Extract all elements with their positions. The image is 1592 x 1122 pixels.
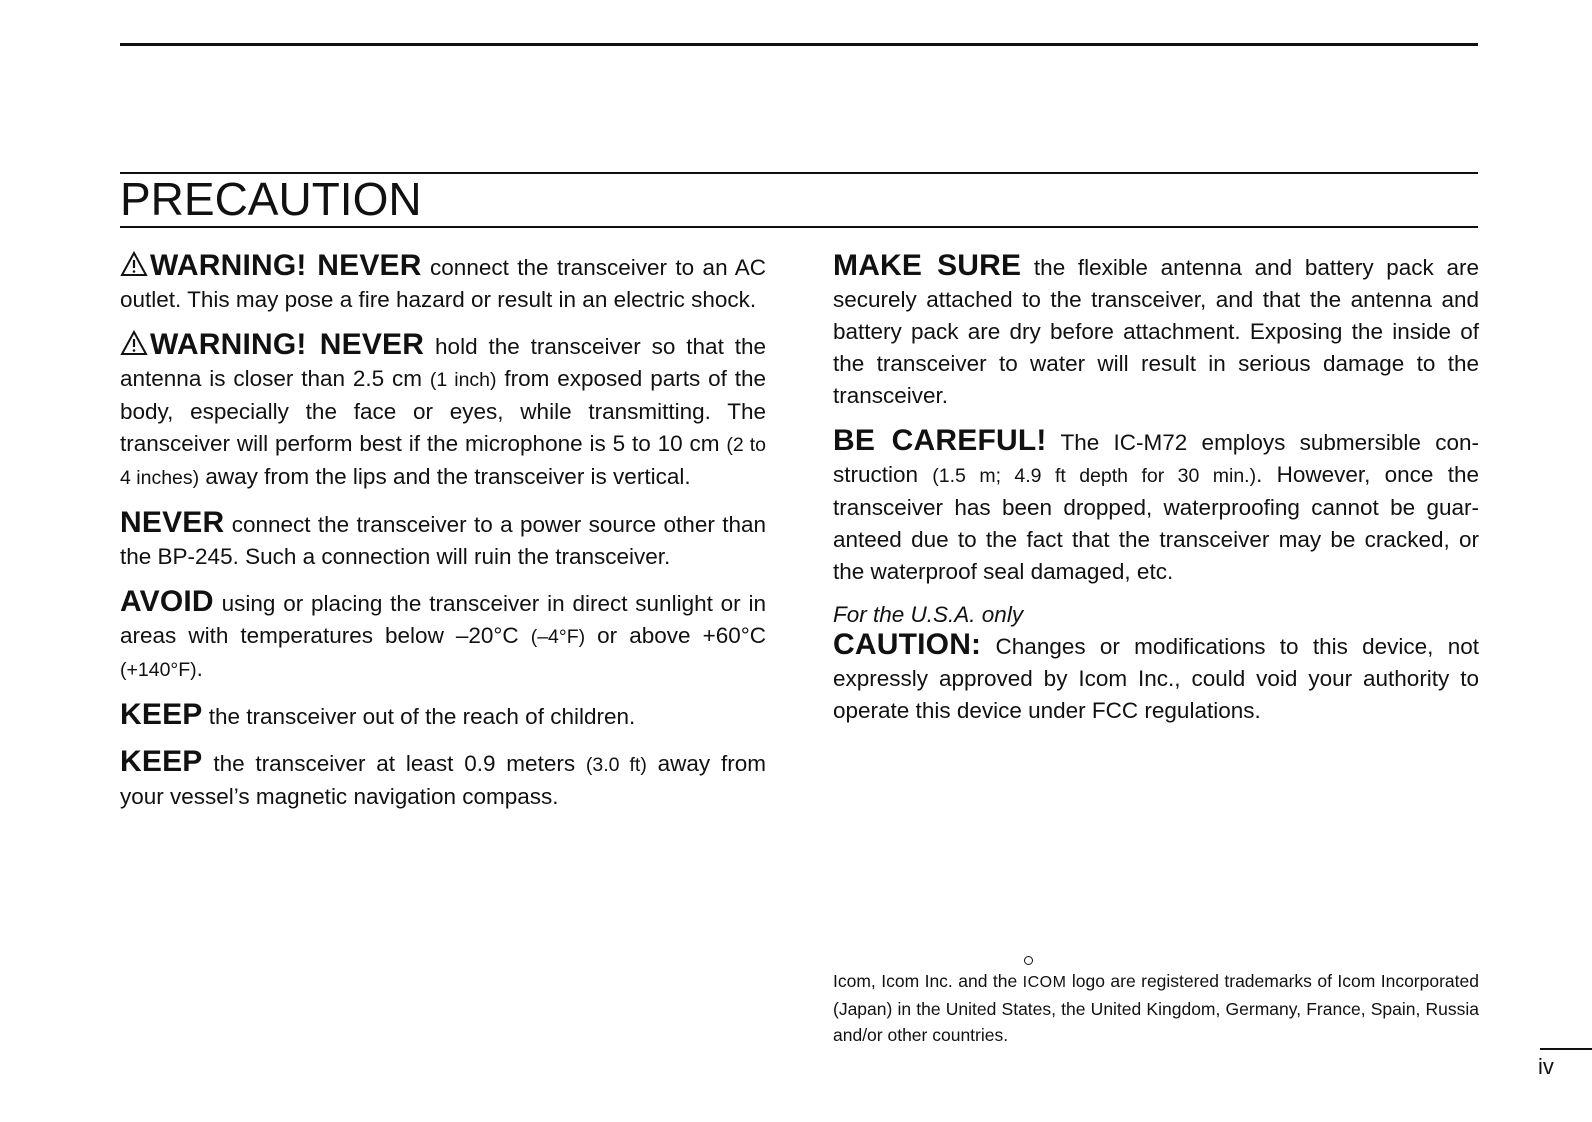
be-careful-text: . However, once the transceiver has been dropped, waterproofing cannot be guaranteed due to the fact that the transceiver may be cracked, or the waterproof seal damaged, etc. [833,462,1479,584]
warning-text: connect the transceiver to an AC outlet. This may pose a fire hazard or result in an electric shock. [120,255,767,312]
page-title: PRECAUTION [120,173,422,225]
trademark-notice [833,968,1479,1048]
caution-fcc [833,629,1479,727]
unit-note: (1 inch) [429,369,497,391]
trademark-text: logo are registered trademarks of Icom Incorporated (Japan) in the United States, the United Kingdom, Germany, France, Spain, Russia and/or other countries. [833,971,1479,1045]
make-sure-keyword: MAKE SURE [833,249,1022,282]
page-number-rule [1540,1048,1592,1050]
keep-text: the transceiver at least 0.9 meters [202,751,586,776]
warning-text: away from the lips and the transceiver is vertical. [199,464,691,489]
warning-text: from exposed parts of the body, especially the face or eyes, while transmitting. The transceiver will perform best if the microphone is 5 to 10 cm [120,366,766,456]
warning-antenna-distance [120,329,766,494]
be-careful-submersible [833,425,1479,588]
left-column [120,250,766,826]
unit-note: (–4°F) [530,626,586,648]
keep-text: away from your vessel’s magnetic navigation compass. [120,751,766,809]
warning-triangle-icon [120,251,148,277]
top-rule [120,43,1478,46]
icom-logo [1023,968,1067,996]
be-careful-text: The IC-M72 employs submersible construction [833,430,1479,487]
be-careful-keyword: BE CAREFUL! [833,424,1047,457]
keep-compass [120,746,766,813]
right-column [833,250,1479,740]
usa-only-label: For the U.S.A. only [833,602,1024,627]
keep-keyword: KEEP [120,745,203,778]
avoid-sunlight [120,586,766,686]
unit-note: (2 to 4 inches) [120,434,766,489]
avoid-keyword: AVOID [120,585,214,618]
icom-logo-ring-icon [1024,956,1033,965]
avoid-text: or above +60°C [585,623,766,648]
make-sure-antenna [833,250,1479,412]
warning-text: hold the transceiver so that the antenna is closer than 2.5 cm [120,334,766,391]
never-keyword: NEVER [120,506,225,539]
icom-logo-text: ICOM [1022,974,1067,991]
warning-ac-outlet [120,250,766,316]
keep-children [120,699,766,733]
make-sure-text: the flexible antenna and battery pack are securely attached to the transceiver, and that the antenna and battery pack are dry before attachment. Exposing the inside of the transceiver to water will result in serious damage to the transceiver. [833,255,1479,408]
never-power-source [120,507,766,573]
warning-keyword: WARNING! NEVER [150,249,422,282]
warning-triangle-icon [120,330,148,356]
avoid-text: . [196,656,203,681]
caution-text: Changes or modifications to this device, not expressly approved by Icom Inc., could void your authority to operate this device under FCC regulations. [833,634,1479,723]
title-bottom-rule [120,226,1478,228]
keep-keyword: KEEP [120,698,203,731]
unit-note: (3.0 ft) [585,754,647,776]
warning-keyword: WARNING! NEVER [150,328,425,361]
page-number: iv [1538,1054,1554,1079]
never-text: connect the transceiver to a power source other than the BP-245. Such a connection will ruin the transceiver. [120,512,766,569]
unit-note: (+140°F) [120,659,197,681]
trademark-text: Icom, Icom Inc. and the [833,971,1023,991]
avoid-text: using or placing the transceiver in direct sunlight or in areas with temperatures below –20°C [120,591,766,648]
unit-note: (1.5 m; 4.9 ft depth for 30 min.) [932,465,1257,487]
caution-keyword: CAUTION: [833,628,982,661]
keep-text: the transceiver out of the reach of children. [202,704,636,729]
